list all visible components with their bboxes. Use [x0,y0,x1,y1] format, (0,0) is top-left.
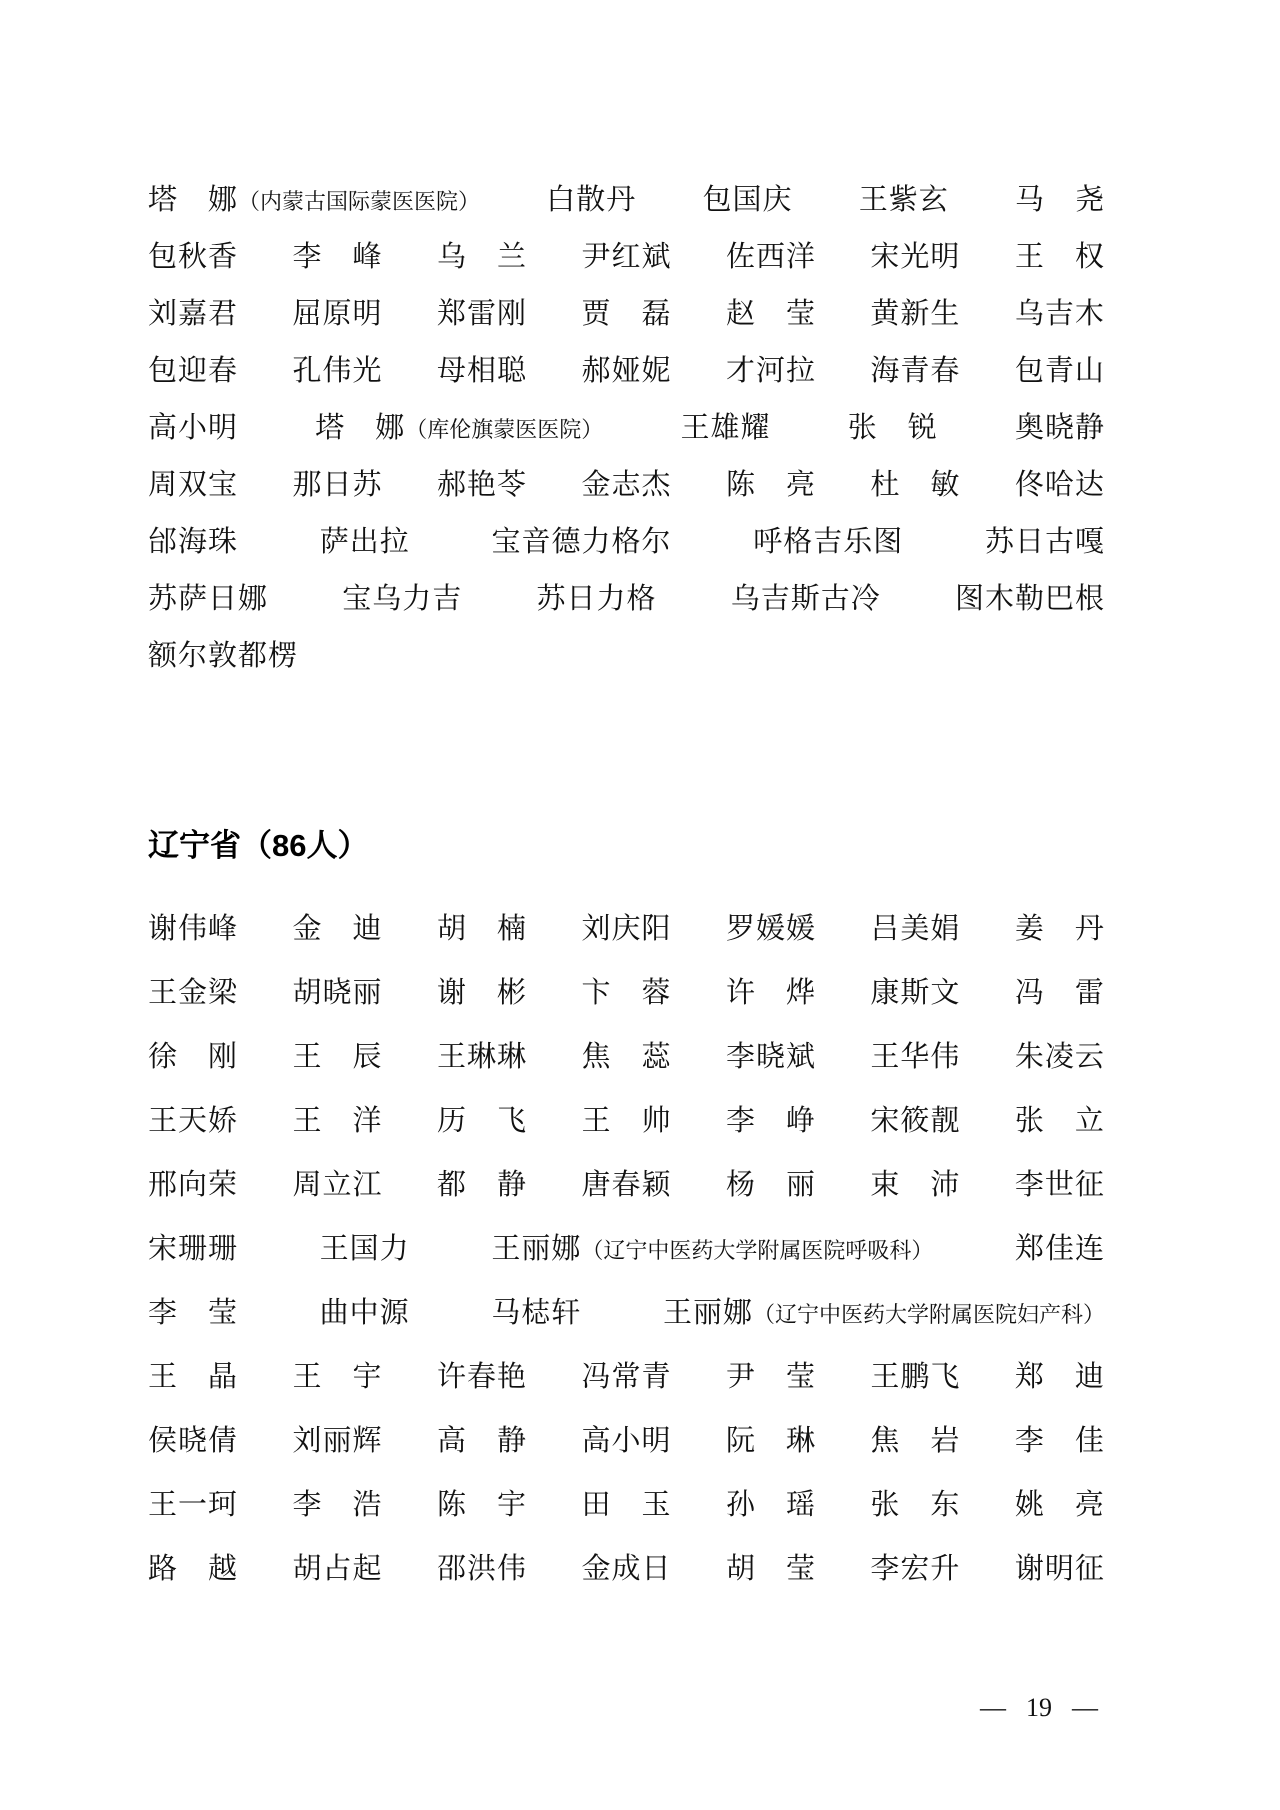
person-name: 佐西洋 [725,241,816,273]
person-name: 姜 丹 [1014,912,1105,945]
name-row [148,514,1105,571]
name-row [148,400,1105,457]
page-number-value: 19 [1026,1693,1052,1722]
person-name: 王雄耀 [680,412,771,444]
person-name: 胡晓丽 [292,976,383,1009]
person-name: 郑佳连 [1014,1232,1105,1265]
name-list [148,172,1105,1601]
person-name: 包青山 [1014,355,1105,387]
person-name: 宋光明 [870,241,961,273]
person-name: 张 立 [1014,1104,1105,1137]
person-name: 萨出拉 [319,526,410,558]
person-name: 屈原明 [292,298,383,330]
person-name: 李 峰 [292,241,383,273]
person-name: 乌吉斯古冷 [730,583,881,615]
person-name: 高 静 [436,1424,527,1457]
name-row [148,1025,1105,1089]
person-name: 侯晓倩 [148,1424,239,1457]
person-name: 李 浩 [292,1488,383,1521]
person-name: 赵 莹 [725,298,816,330]
person-name: 苏萨日娜 [148,583,269,615]
hospital-note: （辽宁中医药大学附属医院呼吸科） [581,1237,934,1263]
person-name: 李 峥 [725,1104,816,1137]
section-neimenggu-rows [148,172,1105,685]
person-name: 宋珊珊 [148,1232,239,1265]
person-name: 王紫玄 [858,184,949,216]
name-row [148,286,1105,343]
person-name: 额尔敦都楞 [148,640,299,672]
person-name: 金志杰 [581,469,672,501]
person-name: 陈 宇 [436,1488,527,1521]
name-row [148,172,1105,229]
person-name: 陈 亮 [725,469,816,501]
person-name: 王丽娜（辽宁中医药大学附属医院妇产科） [662,1296,1105,1329]
person-name: 刘丽辉 [292,1424,383,1457]
person-name: 那日苏 [292,469,383,501]
person-name: 周立江 [292,1168,383,1201]
person-name: 尹红斌 [581,241,672,273]
person-name: 焦 岩 [870,1424,961,1457]
person-name: 呼格吉乐图 [753,526,904,558]
person-name: 高小明 [148,412,239,444]
person-name: 李宏升 [870,1552,961,1585]
name-row [148,1217,1105,1281]
person-name: 金成日 [581,1552,672,1585]
person-name: 刘嘉君 [148,298,239,330]
person-name: 王 帅 [581,1104,672,1137]
person-name: 奥晓静 [1014,412,1105,444]
person-name: 尹 莹 [725,1360,816,1393]
person-name: 母相聪 [436,355,527,387]
person-name: 阮 琳 [725,1424,816,1457]
person-name: 佟哈达 [1014,469,1105,501]
person-name: 郑雷刚 [436,298,527,330]
person-name: 苏日力格 [536,583,657,615]
person-name: 曲中源 [319,1296,410,1329]
person-name: 谢 彬 [436,976,527,1009]
person-name: 郑 迪 [1014,1360,1105,1393]
person-name: 胡 莹 [725,1552,816,1585]
person-name: 郝娅妮 [581,355,672,387]
page-number-dash-right: — [1072,1693,1098,1722]
name-row [148,1089,1105,1153]
hospital-note: （辽宁中医药大学附属医院妇产科） [752,1301,1105,1327]
section-heading-liaoning: 辽宁省（86人） [148,828,369,863]
person-name: 邰海珠 [148,526,239,558]
person-name: 郝艳苓 [436,469,527,501]
person-name: 冯常青 [581,1360,672,1393]
person-name: 李世征 [1014,1168,1105,1201]
person-name: 焦 蕊 [581,1040,672,1073]
person-name: 王 晶 [148,1360,239,1393]
person-name: 王华伟 [870,1040,961,1073]
person-name: 马 尧 [1014,184,1105,216]
name-row [148,571,1105,628]
name-row [148,1473,1105,1537]
person-name: 历 飞 [436,1104,527,1137]
person-name: 许春艳 [436,1360,527,1393]
person-name: 王 权 [1014,241,1105,273]
person-name: 塔 娜（库伦旗蒙医医院） [315,412,604,444]
person-name: 宝乌力吉 [342,583,463,615]
person-name: 徐 刚 [148,1040,239,1073]
person-name: 王金梁 [148,976,239,1009]
person-name: 塔 娜（内蒙古国际蒙医医院） [148,184,481,216]
hospital-note: （内蒙古国际蒙医医院） [238,189,481,214]
person-name: 王天娇 [148,1104,239,1137]
person-name: 苏日古嘎 [984,526,1105,558]
person-name: 王 宇 [292,1360,383,1393]
page-number-dash-left: — [980,1693,1006,1722]
person-name: 王 洋 [292,1104,383,1137]
person-name: 路 越 [148,1552,239,1585]
name-row [148,1281,1105,1345]
page-number [980,1693,1098,1723]
person-name: 宝音德力格尔 [491,526,672,558]
section-liaoning [148,825,1105,1601]
person-name: 都 静 [436,1168,527,1201]
person-name: 卞 蓉 [581,976,672,1009]
name-row [148,1537,1105,1601]
hospital-note: （库伦旗蒙医医院） [405,417,604,442]
person-name: 吕美娟 [870,912,961,945]
name-row [148,1345,1105,1409]
person-name: 胡 楠 [436,912,527,945]
person-name: 谢明征 [1014,1552,1105,1585]
person-name: 罗媛媛 [725,912,816,945]
name-row [148,897,1105,961]
person-name: 胡占起 [292,1552,383,1585]
person-name: 乌 兰 [436,241,527,273]
person-name: 金 迪 [292,912,383,945]
person-name: 白散丹 [546,184,637,216]
person-name: 李 莹 [148,1296,239,1329]
person-name: 姚 亮 [1014,1488,1105,1521]
person-name: 邢向荣 [148,1168,239,1201]
person-name: 贾 磊 [581,298,672,330]
person-name: 王丽娜（辽宁中医药大学附属医院呼吸科） [491,1232,934,1265]
person-name: 李晓斌 [725,1040,816,1073]
person-name: 王鹏飞 [870,1360,961,1393]
person-name: 唐春颖 [581,1168,672,1201]
name-row [148,961,1105,1025]
person-name: 马梽轩 [491,1296,582,1329]
person-name: 孔伟光 [292,355,383,387]
name-row [148,457,1105,514]
person-name: 张 锐 [847,412,938,444]
name-row [148,1153,1105,1217]
person-name: 王琳琳 [436,1040,527,1073]
name-row [148,1409,1105,1473]
person-name: 黄新生 [870,298,961,330]
person-name: 图木勒巴根 [954,583,1105,615]
person-name: 王一珂 [148,1488,239,1521]
person-name: 束 沛 [870,1168,961,1201]
person-name: 张 东 [870,1488,961,1521]
person-name: 周双宝 [148,469,239,501]
name-row [148,628,1105,685]
section-liaoning-rows [148,897,1105,1601]
person-name: 朱凌云 [1014,1040,1105,1073]
person-name: 杜 敏 [870,469,961,501]
person-name: 王 辰 [292,1040,383,1073]
person-name: 孙 瑶 [725,1488,816,1521]
person-name: 海青春 [870,355,961,387]
person-name: 包秋香 [148,241,239,273]
person-name: 包迎春 [148,355,239,387]
person-name: 王国力 [319,1232,410,1265]
section-neimenggu [148,172,1105,685]
name-row [148,229,1105,286]
person-name: 邵洪伟 [436,1552,527,1585]
person-name: 宋筱靓 [870,1104,961,1137]
person-name: 冯 雷 [1014,976,1105,1009]
person-name: 李 佳 [1014,1424,1105,1457]
person-name: 乌吉木 [1014,298,1105,330]
person-name: 康斯文 [870,976,961,1009]
person-name: 包国庆 [702,184,793,216]
person-name: 杨 丽 [725,1168,816,1201]
person-name: 许 烨 [725,976,816,1009]
person-name: 才河拉 [725,355,816,387]
person-name: 刘庆阳 [581,912,672,945]
person-name: 田 玉 [581,1488,672,1521]
name-row [148,343,1105,400]
person-name: 谢伟峰 [148,912,239,945]
person-name: 高小明 [581,1424,672,1457]
